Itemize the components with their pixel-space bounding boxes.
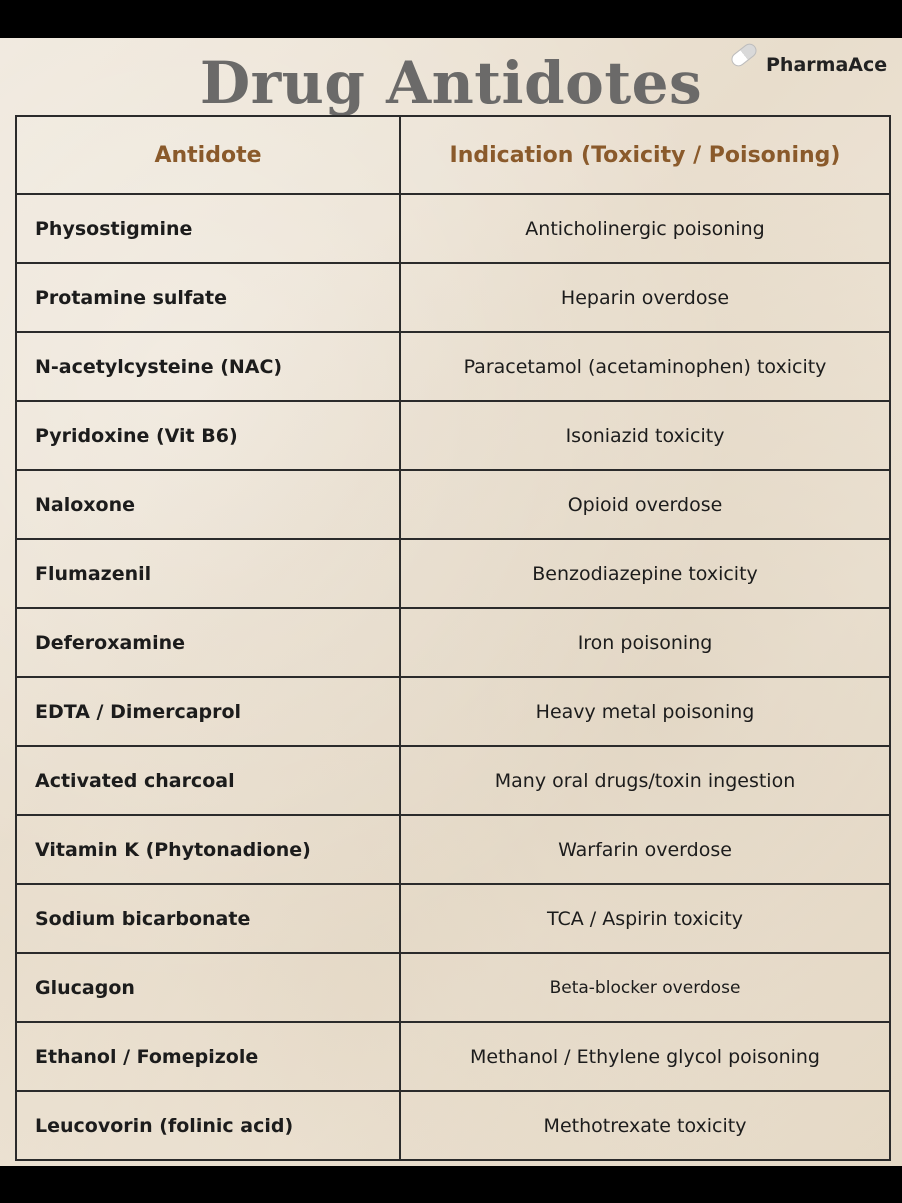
indication-cell: Methanol / Ethylene glycol poisoning [400, 1022, 890, 1091]
table-row [16, 1091, 890, 1160]
table-row [16, 332, 890, 401]
antidote-cell: Ethanol / Fomepizole [16, 1022, 400, 1091]
table-row [16, 815, 890, 884]
table-row [16, 608, 890, 677]
antidotes-table [15, 115, 891, 1161]
antidote-cell: Vitamin K (Phytonadione) [16, 815, 400, 884]
indication-cell: Iron poisoning [400, 608, 890, 677]
table-row [16, 953, 890, 1022]
column-header-indication: Indication (Toxicity / Poisoning) [400, 116, 890, 194]
column-header-antidote: Antidote [16, 116, 400, 194]
bottom-black-bar [0, 1166, 902, 1203]
indication-cell: Benzodiazepine toxicity [400, 539, 890, 608]
indication-cell: Anticholinergic poisoning [400, 194, 890, 263]
table-row [16, 1022, 890, 1091]
table-row [16, 884, 890, 953]
antidote-cell: Pyridoxine (Vit B6) [16, 401, 400, 470]
table-row [16, 539, 890, 608]
table-row [16, 677, 890, 746]
indication-cell: Many oral drugs/toxin ingestion [400, 746, 890, 815]
antidote-cell: Sodium bicarbonate [16, 884, 400, 953]
indication-cell: Warfarin overdose [400, 815, 890, 884]
antidote-cell: Activated charcoal [16, 746, 400, 815]
antidote-cell: Leucovorin (folinic acid) [16, 1091, 400, 1160]
antidote-cell: Protamine sulfate [16, 263, 400, 332]
antidote-cell: Glucagon [16, 953, 400, 1022]
brand-logo [728, 42, 898, 82]
table-row [16, 470, 890, 539]
pill-icon [729, 41, 760, 69]
antidote-cell: Flumazenil [16, 539, 400, 608]
indication-cell: Isoniazid toxicity [400, 401, 890, 470]
indication-cell: Methotrexate toxicity [400, 1091, 890, 1160]
indication-cell: Opioid overdose [400, 470, 890, 539]
antidote-cell: Deferoxamine [16, 608, 400, 677]
table-row [16, 746, 890, 815]
top-black-bar [0, 0, 902, 38]
indication-cell: TCA / Aspirin toxicity [400, 884, 890, 953]
indication-cell: Paracetamol (acetaminophen) toxicity [400, 332, 890, 401]
infographic-page [0, 38, 902, 1166]
indication-cell: Heavy metal poisoning [400, 677, 890, 746]
table-row [16, 263, 890, 332]
table-row [16, 401, 890, 470]
indication-cell: Beta-blocker overdose [400, 953, 890, 1022]
table-header-row [16, 116, 890, 194]
antidote-cell: EDTA / Dimercaprol [16, 677, 400, 746]
indication-cell: Heparin overdose [400, 263, 890, 332]
antidote-cell: N-acetylcysteine (NAC) [16, 332, 400, 401]
page-title: Drug Antidotes [199, 49, 703, 117]
brand-name: PharmaAce [766, 54, 888, 76]
antidote-cell: Naloxone [16, 470, 400, 539]
table-row [16, 194, 890, 263]
antidote-cell: Physostigmine [16, 194, 400, 263]
